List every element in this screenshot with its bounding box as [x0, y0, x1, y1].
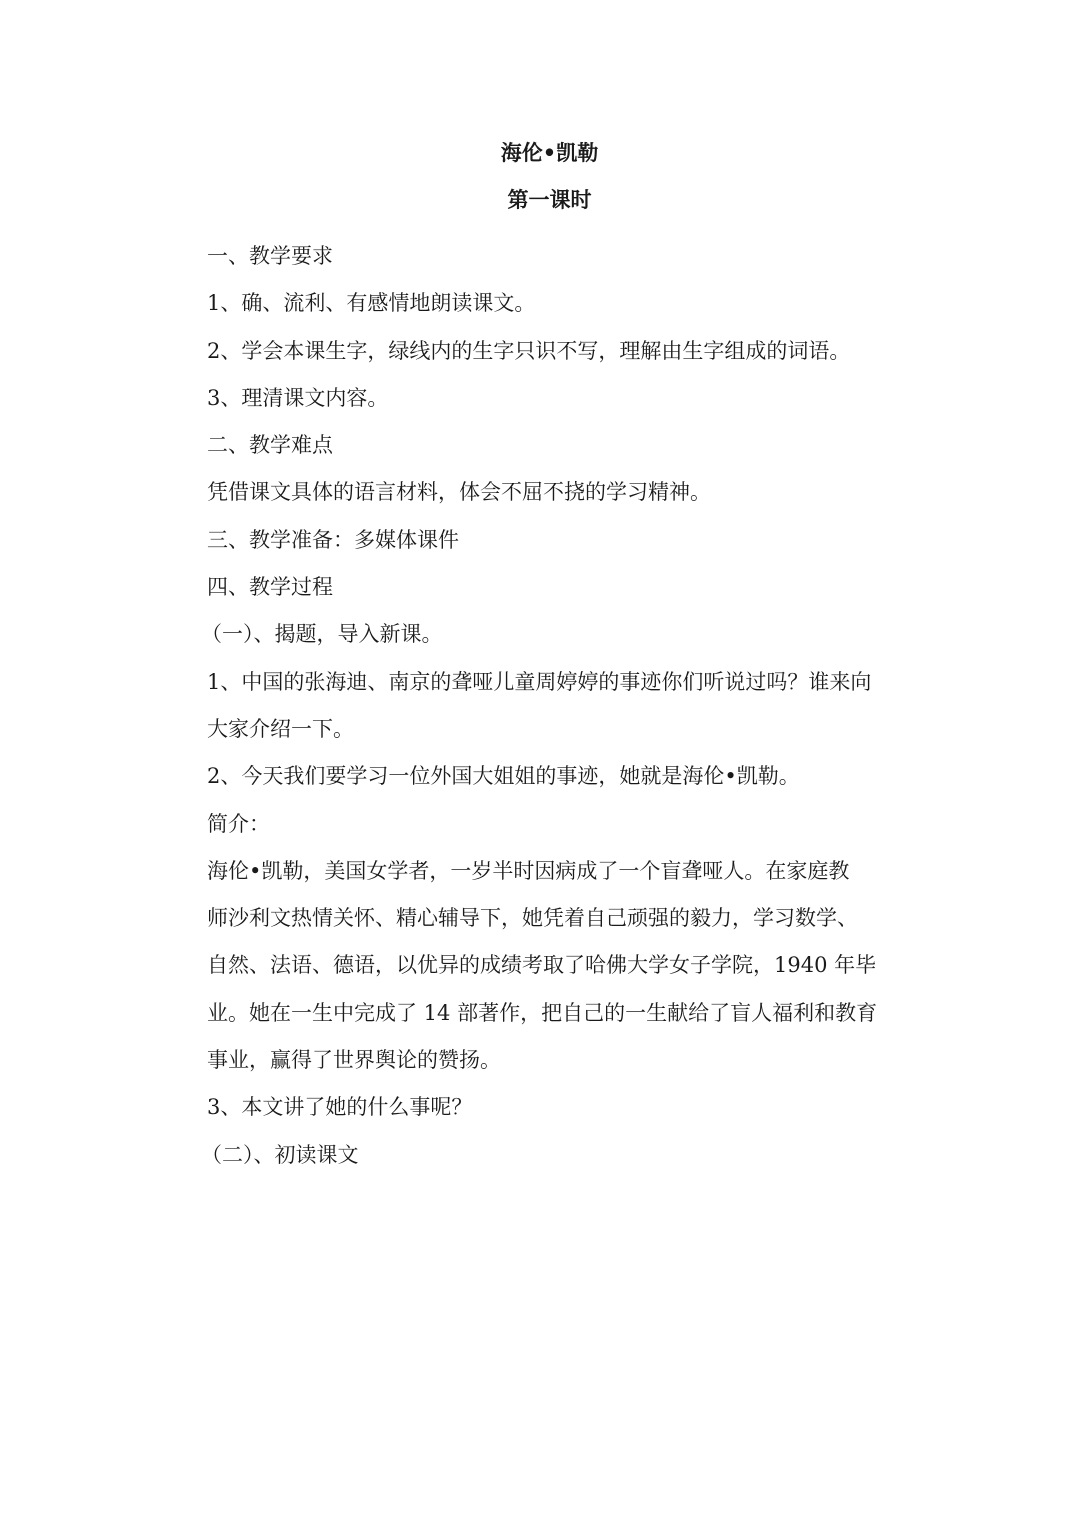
- list-item: 1、确、流利、有感情地朗读课文。: [207, 291, 536, 316]
- section-heading: 三、教学准备：多媒体课件: [207, 527, 459, 552]
- paragraph-line: 大家介绍一下。: [207, 716, 354, 741]
- subsection-heading: （二）、初读课文: [201, 1142, 359, 1167]
- list-item: 3、本文讲了她的什么事呢？: [207, 1095, 473, 1120]
- lesson-subtitle: 第一课时: [507, 187, 592, 212]
- list-item: 1、中国的张海迪、南京的聋哑儿童周婷婷的事迹你们听说过吗？谁来向: [207, 669, 872, 694]
- document-body: [201, 233, 897, 1179]
- paragraph-line: 简介：: [207, 811, 270, 836]
- section-heading: 二、教学难点: [207, 433, 333, 458]
- paragraph-line: 业。她在一生中完成了 14 部著作，把自己的一生献给了盲人福利和教育: [207, 1000, 878, 1025]
- paragraph-line: 事业，赢得了世界舆论的赞扬。: [207, 1048, 501, 1073]
- list-item: 3、理清课文内容。: [207, 385, 389, 410]
- paragraph-line: 自然、法语、德语，以优异的成绩考取了哈佛大学女子学院，1940 年毕: [207, 953, 877, 978]
- section-heading: 一、教学要求: [207, 244, 333, 268]
- paragraph-line: 海伦•凯勒，美国女学者，一岁半时因病成了一个盲聋哑人。在家庭教: [207, 858, 850, 883]
- document-title: 海伦•凯勒: [500, 140, 599, 165]
- list-item: 2、今天我们要学习一位外国大姐姐的事迹，她就是海伦•凯勒。: [207, 764, 800, 789]
- subsection-heading: （一）、揭题，导入新课。: [201, 622, 443, 647]
- paragraph-line: 凭借课文具体的语言材料，体会不屈不挠的学习精神。: [207, 480, 711, 505]
- paragraph-line: 师沙利文热情关怀、精心辅导下，她凭着自己顽强的毅力，学习数学、: [207, 906, 858, 931]
- section-heading: 四、教学过程: [207, 575, 333, 600]
- list-item: 2、学会本课生字，绿线内的生字只识不写，理解由生字组成的词语。: [207, 338, 851, 363]
